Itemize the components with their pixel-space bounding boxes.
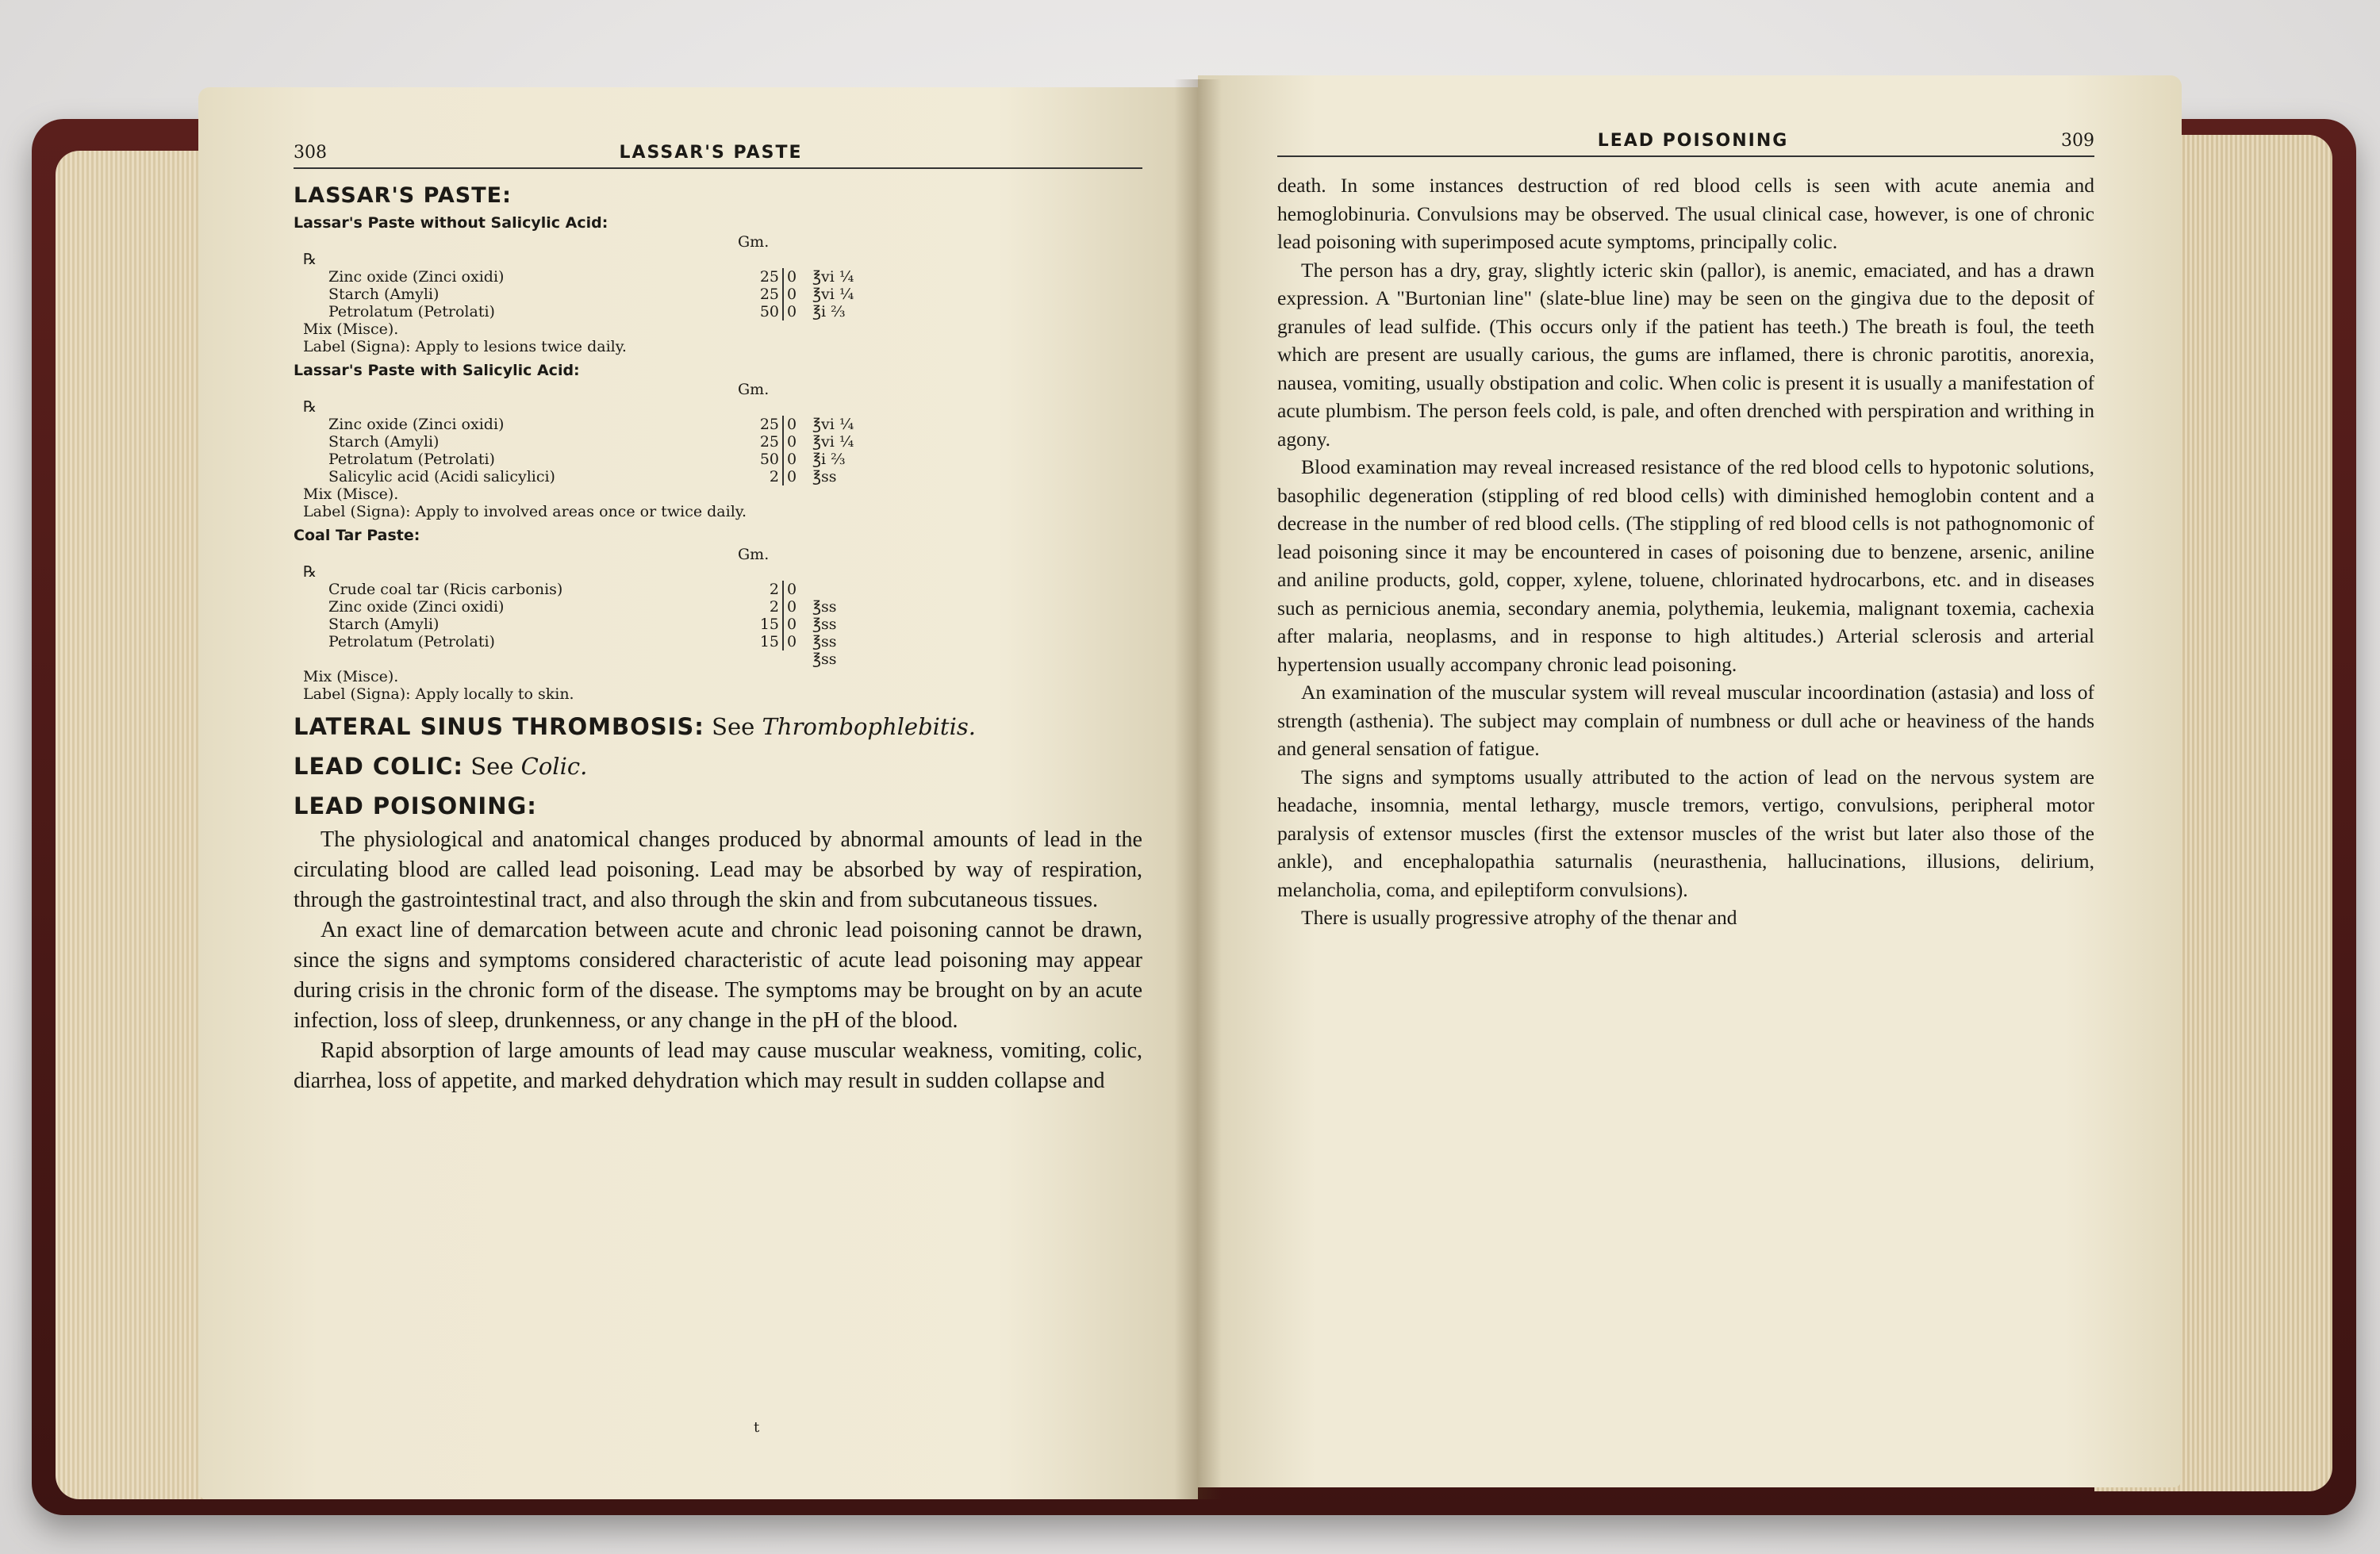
formula-table <box>325 268 887 320</box>
apothecary-amount: ℥vi ¼ <box>812 416 854 433</box>
entry-term: LEAD COLIC: <box>294 753 463 780</box>
mix-instruction: Mix (Misce). <box>303 320 399 338</box>
paragraph: Rapid absorption of large amounts of lead may cause muscular weakness, vomiting, colic, diarrhea, loss of appetite, and marked dehydration which may result in sudden collapse and <box>294 1038 1142 1093</box>
paragraph: The signs and symptoms usually attributed to the action of lead on the nervous system are headache, insomnia, mental lethargy, muscle tremors, vertigo, convulsions, peripheral motor paralysis of extensor muscles (first the extensor muscles of the wrist but later also those of the ankle), and encephalopathia saturnalis (neurasthenia, hallucinations, illusions, delirium, melancholia, coma, and epileptiform convulsions). <box>1277 765 2094 901</box>
ingredient-row <box>325 286 887 303</box>
entry-term: LATERAL SINUS THROMBOSIS: <box>294 713 704 740</box>
apothecary-amount: ℥ss <box>812 598 837 616</box>
ingredient-name: Zinc oxide (Zinci oxidi) <box>328 268 505 286</box>
lead-poisoning-heading-text: LEAD POISONING: <box>294 792 537 819</box>
ingredient-row <box>325 650 887 668</box>
grams-whole: 25 <box>759 416 779 433</box>
ingredient-name: Petrolatum (Petrolati) <box>328 633 495 650</box>
ingredient-name: Zinc oxide (Zinci oxidi) <box>328 598 505 616</box>
paragraph: The person has a dry, gray, slightly icteric skin (pallor), is anemic, emaciated, and has a drawn expression. A "Burtonian line" (slate-blue line) may be seen on the gingiva due to the deposit of granules of lead sulfide. (This occurs only if the patient has teeth.) The breath is foul, the teeth which are present are usually carious, the gums are inflamed, there is chronic parotitis, anorexia, nausea, vomiting, usually obstipation and colic. When colic is present it is usually a manifestation of acute plumbism. The person feels cold, is pale, and often drenched with perspiration and writhing in agony. <box>1277 258 2094 451</box>
ingredient-row <box>325 581 887 598</box>
grams-whole: 50 <box>759 451 779 468</box>
right-running-head <box>1277 131 2094 157</box>
ingredient-name: Petrolatum (Petrolati) <box>328 303 495 320</box>
formula-table <box>325 416 887 485</box>
ingredient-row <box>325 303 887 320</box>
ingredient-row <box>325 268 887 286</box>
left-running-title: LASSAR'S PASTE <box>619 143 803 163</box>
grams-whole: 50 <box>759 303 779 320</box>
formula-title: Lassar's Paste without Salicylic Acid: <box>294 214 608 232</box>
paragraph: There is usually progressive atrophy of the thenar and <box>1301 906 1737 929</box>
apothecary-amount: ℥ss <box>812 633 837 650</box>
ingredient-row <box>325 633 887 650</box>
grams-decimal: 0 <box>783 268 809 286</box>
formula-2 <box>294 362 1142 520</box>
paragraph: death. In some instances destruction of red blood cells is seen with acute anemia and hemoglobinuria. Convulsions may be observed. The usual clinical case, however, is one of chronic lead poisoning with superimposed acute symptoms, principally colic. <box>1277 174 2094 253</box>
formula-table <box>325 581 887 668</box>
entry-see: See <box>712 713 755 740</box>
left-running-head <box>294 143 1142 169</box>
gm-label: Gm. <box>738 546 770 563</box>
entry-see: See <box>470 753 514 780</box>
ingredient-row <box>325 433 887 451</box>
ingredient-name: Petrolatum (Petrolati) <box>328 451 495 468</box>
label-instruction: Label (Signa): Apply locally to skin. <box>303 685 574 703</box>
apothecary-amount: ℥ss <box>812 468 837 485</box>
formula-1 <box>294 214 1142 355</box>
gm-label: Gm. <box>738 381 770 398</box>
entry-reference: Colic. <box>520 753 588 780</box>
label-instruction: Label (Signa): Apply to lesions twice daily. <box>303 338 627 355</box>
ingredient-row <box>325 616 887 633</box>
grams-whole: 25 <box>759 268 779 286</box>
grams-whole: 15 <box>759 616 779 633</box>
ingredient-name: Starch (Amyli) <box>328 286 440 303</box>
grams-whole: 15 <box>759 633 779 650</box>
left-page-number: 308 <box>294 143 327 163</box>
paragraph: An examination of the muscular system will reveal muscular incoordination (astasia) and loss of strength (asthenia). The subject may complain of numbness or dull ache or heaviness of the hands and general sensation of fatigue. <box>1277 681 2094 760</box>
apothecary-amount: ℥i ⅔ <box>812 451 846 468</box>
formula-title: Coal Tar Paste: <box>294 527 420 544</box>
right-page <box>1198 75 2182 1487</box>
ingredient-name: Starch (Amyli) <box>328 616 440 633</box>
rx-symbol: ℞ <box>303 563 317 581</box>
grams-decimal: 0 <box>783 616 809 633</box>
entry-lead-colic <box>294 750 1142 782</box>
mix-instruction: Mix (Misce). <box>303 668 399 685</box>
lead-poisoning-heading <box>294 790 1142 822</box>
rx-symbol: ℞ <box>303 398 317 416</box>
grams-decimal: 0 <box>783 581 809 598</box>
paragraph: The physiological and anatomical changes produced by abnormal amounts of lead in the circulating blood are called lead poisoning. Lead may be absorbed by way of respiration, through the gastrointestinal tract, and also through the skin and from subcutaneous tissues. <box>294 827 1142 912</box>
grams-decimal: 0 <box>783 633 809 650</box>
ingredient-name: Zinc oxide (Zinci oxidi) <box>328 416 505 433</box>
left-page <box>198 87 1198 1499</box>
gm-label: Gm. <box>738 233 770 251</box>
ingredient-row <box>325 451 887 468</box>
label-instruction: Label (Signa): Apply to involved areas once or twice daily. <box>303 503 747 520</box>
ingredient-row <box>325 416 887 433</box>
right-page-number: 309 <box>2061 131 2094 151</box>
grams-decimal: 0 <box>783 468 809 485</box>
ingredient-name: Crude coal tar (Ricis carbonis) <box>328 581 563 598</box>
book-gutter <box>1174 79 1222 1499</box>
entry-lateral-sinus <box>294 711 1142 742</box>
grams-decimal: 0 <box>783 433 809 451</box>
grams-decimal: 0 <box>783 286 809 303</box>
formula-3 <box>294 527 1142 703</box>
apothecary-amount: ℥i ⅔ <box>812 303 846 320</box>
grams-whole: 2 <box>769 598 779 616</box>
grams-decimal: 0 <box>783 416 809 433</box>
apothecary-amount <box>809 581 887 598</box>
apothecary-amount: ℥ss <box>812 650 837 668</box>
ingredient-name: Starch (Amyli) <box>328 433 440 451</box>
apothecary-amount: ℥ss <box>812 616 837 633</box>
ingredient-row <box>325 598 887 616</box>
grams-whole: 25 <box>759 433 779 451</box>
rx-symbol: ℞ <box>303 251 317 268</box>
formula-title: Lassar's Paste with Salicylic Acid: <box>294 362 580 379</box>
right-running-title: LEAD POISONING <box>1597 131 1789 151</box>
grams-decimal: 0 <box>783 451 809 468</box>
mix-instruction: Mix (Misce). <box>303 485 399 503</box>
grams-whole: 2 <box>769 581 779 598</box>
grams-decimal: 0 <box>783 598 809 616</box>
grams-whole: 2 <box>769 468 779 485</box>
ingredient-name: Salicylic acid (Acidi salicylici) <box>328 468 555 485</box>
grams-decimal: 0 <box>783 303 809 320</box>
paragraph: An exact line of demarcation between acute and chronic lead poisoning cannot be drawn, since the signs and symptoms considered characteristic of acute lead poisoning may appear during crisis in the chronic form of the disease. The symptoms may be brought on by an acute infection, loss of sleep, drunkenness, or any change in the pH of the blood. <box>294 918 1142 1033</box>
grams-whole: 25 <box>759 286 779 303</box>
lassars-paste-heading: LASSAR'S PASTE: <box>294 183 512 208</box>
apothecary-amount: ℥vi ¼ <box>812 268 854 286</box>
ingredient-row <box>325 468 887 485</box>
apothecary-amount: ℥vi ¼ <box>812 286 854 303</box>
apothecary-amount: ℥vi ¼ <box>812 433 854 451</box>
paragraph: Blood examination may reveal increased resistance of the red blood cells to hypotonic solutions, basophilic degeneration (stippling of red blood cells) with diminished hemoglobin content and a decrease in the number of red blood cells. (The stippling of red blood cells is not pathognomonic of lead poisoning since it may be encountered in cases of poisoning due to benzene, arsenic, aniline and aniline products, gold, copper, xylene, toluene, chlorinated hydrocarbons, etc. and in diseases such as pernicious anemia, secondary anemia, polythemia, leukemia, malignant toxemia, cachexia after malaria, neoplasms, and in response to high altitudes.) Arterial sclerosis and arterial hypertension usually accompany chronic lead poisoning. <box>1277 455 2094 676</box>
entry-reference: Thrombophlebitis. <box>762 713 976 740</box>
footer-mark: t <box>754 1419 760 1436</box>
